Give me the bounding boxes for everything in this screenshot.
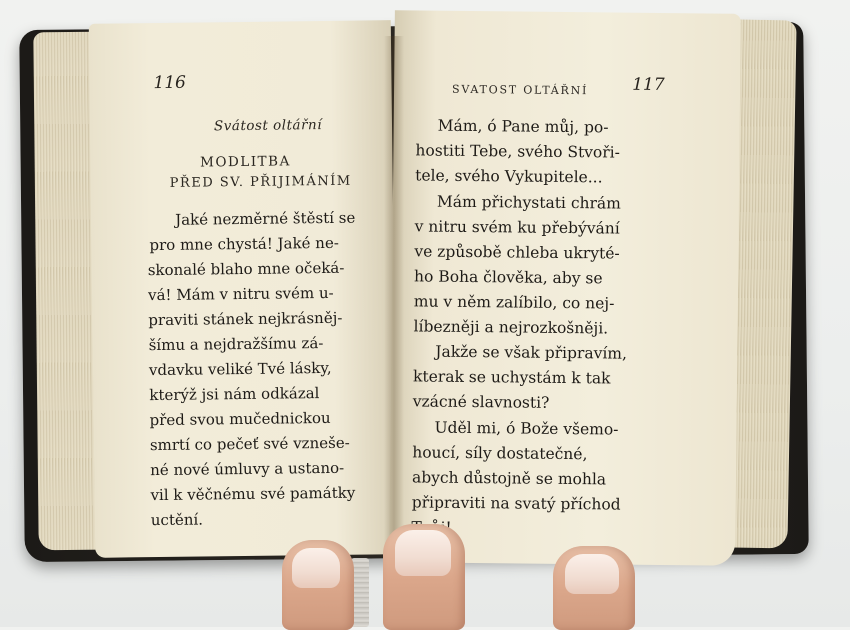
left-line-11: né nové úmluvy a ustano- xyxy=(150,458,345,480)
page-edges-right xyxy=(731,20,796,549)
left-line-3: skonalé blaho mne očeká- xyxy=(147,258,345,280)
left-line-6: šímu a nejdražšímu zá- xyxy=(148,334,324,355)
left-heading-line-1: MODLITBA xyxy=(200,153,291,171)
right-line-3: tele, svého Vykupitele... xyxy=(415,166,603,187)
left-section-title: Svátost oltářní xyxy=(213,117,323,135)
left-line-5: praviti stánek nejkrásněj- xyxy=(148,308,343,330)
right-line-9: líbezněji a nejrozkošněji. xyxy=(413,317,609,338)
right-line-2: hostiti Tebe, svého Stvoři- xyxy=(415,141,621,162)
right-line-11: kterak se uchystám k tak xyxy=(412,367,611,388)
right-line-7: ho Boha člověka, aby se xyxy=(414,267,603,288)
right-line-1: Mám, ó Pane můj, po- xyxy=(437,116,609,137)
left-line-4: vá! Mám v nitru svém u- xyxy=(147,283,334,305)
right-page-number: 117 xyxy=(632,74,665,96)
left-line-7: vdavku veliké Tvé lásky, xyxy=(148,358,332,380)
left-line-8: kterýž jsi nám odkázal xyxy=(149,384,320,405)
finger-middle xyxy=(383,524,465,630)
left-line-9: před svou mučednickou xyxy=(149,408,331,430)
left-heading-line-2: PŘED SV. PŘIJIMÁNÍM xyxy=(169,173,352,191)
right-line-16: připraviti na svatý příchod xyxy=(411,493,621,514)
right-line-8: mu v něm zalíbilo, co nej- xyxy=(413,292,615,313)
book-gutter xyxy=(384,36,404,556)
left-line-10: smrtí co pečeť své vzneše- xyxy=(149,433,350,455)
left-line-13: uctění. xyxy=(150,510,204,530)
left-line-2: pro mne chystá! Jaké ne- xyxy=(149,233,339,255)
thumb-right xyxy=(553,546,635,630)
right-line-10: Jakže se však připravím, xyxy=(435,342,628,363)
right-line-14: houcí, síly dostatečné, xyxy=(412,443,588,464)
right-running-head: SVATOST OLTÁŘNÍ xyxy=(452,82,589,98)
right-line-5: v nitru svém ku přebývání xyxy=(414,217,620,238)
finger-middle-nail xyxy=(395,530,451,576)
thumb-left xyxy=(282,540,354,630)
left-line-12: vil k věčnému své památky xyxy=(150,483,356,505)
thumb-left-nail xyxy=(292,548,340,588)
right-line-15: abych důstojně se mohla xyxy=(411,468,607,489)
right-line-13: Uděl mi, ó Bože všemo- xyxy=(434,418,619,439)
right-page xyxy=(389,10,741,566)
right-line-12: vzácné slavnosti? xyxy=(412,392,550,412)
thumb-right-nail xyxy=(565,554,619,594)
left-page-number: 116 xyxy=(153,72,187,94)
right-line-4: Mám přichystati chrám xyxy=(436,192,621,213)
left-page xyxy=(89,20,398,558)
left-line-1: Jaké nezměrné štěstí se xyxy=(175,208,356,229)
right-line-6: ve způsobě chleba ukryté- xyxy=(414,242,620,263)
